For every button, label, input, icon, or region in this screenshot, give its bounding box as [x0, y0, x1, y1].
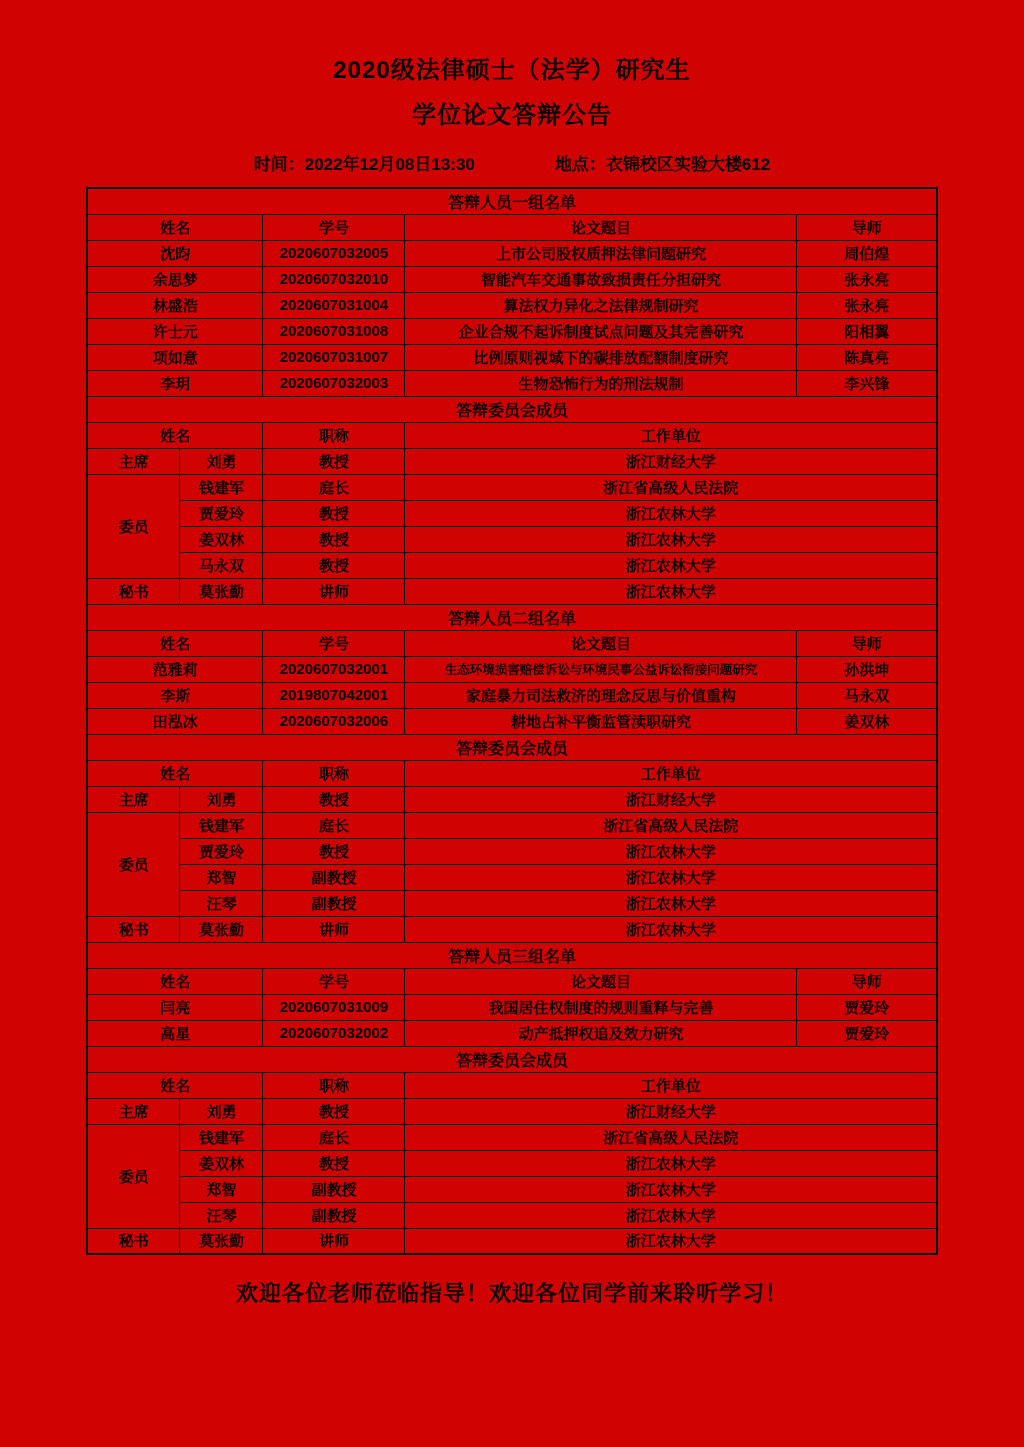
member-org-cell: 浙江农林大学	[405, 552, 937, 578]
student-row	[87, 682, 937, 708]
member-title-cell: 庭长	[263, 812, 405, 838]
student-id-cell: 2020607032010	[263, 266, 405, 292]
student-id-cell: 2020607032003	[263, 370, 405, 396]
student-id-cell: 2020607032005	[263, 240, 405, 266]
advisor-name-cell: 陈真亮	[797, 344, 937, 370]
member-org-cell: 浙江农林大学	[405, 1150, 937, 1176]
column-header-advisor: 导师	[797, 214, 937, 240]
member-title-cell: 教授	[263, 786, 405, 812]
student-id-cell: 2020607032001	[263, 656, 405, 682]
role-cell: 秘书	[87, 1228, 180, 1254]
committee-header-row	[87, 422, 937, 448]
member-org-cell: 浙江财经大学	[405, 1098, 937, 1124]
member-name-cell: 贾爱玲	[180, 838, 263, 864]
student-id-cell: 2020607031009	[263, 994, 405, 1020]
thesis-title-cell: 比例原则视域下的碳排放配额制度研究	[405, 344, 797, 370]
member-org-cell: 浙江农林大学	[405, 526, 937, 552]
defense-schedule-table	[86, 187, 938, 1255]
student-row	[87, 370, 937, 396]
student-id-cell: 2020607032002	[263, 1020, 405, 1046]
column-header-student-id: 学号	[263, 214, 405, 240]
thesis-title-cell: 我国居住权制度的规则重释与完善	[405, 994, 797, 1020]
committee-chair-row	[87, 1098, 937, 1124]
member-name-cell: 姜双林	[180, 1150, 263, 1176]
student-id-cell: 2020607031008	[263, 318, 405, 344]
member-org-cell: 浙江财经大学	[405, 448, 937, 474]
student-name-cell: 许士元	[87, 318, 263, 344]
committee-header-row	[87, 760, 937, 786]
time-info	[254, 150, 475, 175]
member-name-cell: 汪琴	[180, 890, 263, 916]
column-header-thesis: 论文题目	[405, 630, 797, 656]
column-header-title: 职称	[263, 1072, 405, 1098]
student-row	[87, 708, 937, 734]
student-row	[87, 292, 937, 318]
member-title-cell: 副教授	[263, 864, 405, 890]
student-row	[87, 994, 937, 1020]
roster-header-row	[87, 968, 937, 994]
thesis-title-cell: 动产抵押权追及效力研究	[405, 1020, 797, 1046]
committee-member-row	[87, 812, 937, 838]
member-title-cell: 庭长	[263, 474, 405, 500]
student-id-cell: 2020607031004	[263, 292, 405, 318]
info-line	[0, 150, 1024, 175]
roster-title-cell: 答辩人员三组名单	[87, 942, 937, 968]
member-org-cell: 浙江省高级人民法院	[405, 474, 937, 500]
committee-title-cell: 答辩委员会成员	[87, 734, 937, 760]
committee-secretary-row	[87, 916, 937, 942]
member-org-cell: 浙江农林大学	[405, 838, 937, 864]
advisor-name-cell: 张永亮	[797, 266, 937, 292]
student-id-cell: 2020607031007	[263, 344, 405, 370]
column-header-student-id: 学号	[263, 630, 405, 656]
member-org-cell: 浙江农林大学	[405, 916, 937, 942]
student-name-cell: 李斯	[87, 682, 263, 708]
time-label: 时间：	[253, 155, 305, 174]
member-title-cell: 讲师	[263, 916, 405, 942]
committee-secretary-row	[87, 578, 937, 604]
location-value: 衣锦校区实验大楼612	[605, 155, 771, 174]
column-header-thesis: 论文题目	[405, 214, 797, 240]
role-cell: 主席	[87, 786, 180, 812]
member-title-cell: 教授	[263, 1098, 405, 1124]
student-row	[87, 656, 937, 682]
member-name-cell: 贾爱玲	[180, 500, 263, 526]
advisor-name-cell: 周伯煌	[797, 240, 937, 266]
student-name-cell: 项如意	[87, 344, 263, 370]
column-header-advisor: 导师	[797, 968, 937, 994]
member-org-cell: 浙江农林大学	[405, 1202, 937, 1228]
member-name-cell: 马永双	[180, 552, 263, 578]
role-cell: 委员	[87, 474, 180, 578]
member-title-cell: 教授	[263, 838, 405, 864]
thesis-title-cell: 耕地占补平衡监管渎职研究	[405, 708, 797, 734]
column-header-organization: 工作单位	[405, 1072, 937, 1098]
member-title-cell: 讲师	[263, 1228, 405, 1254]
thesis-title-cell: 智能汽车交通事故致损责任分担研究	[405, 266, 797, 292]
advisor-name-cell: 贾爱玲	[797, 1020, 937, 1046]
advisor-name-cell: 张永亮	[797, 292, 937, 318]
committee-member-row	[87, 838, 937, 864]
roster-header-row	[87, 214, 937, 240]
column-header-name: 姓名	[87, 1072, 263, 1098]
column-header-name: 姓名	[87, 630, 263, 656]
footer-welcome: 欢迎各位老师莅临指导！欢迎各位同学前来聆听学习！	[235, 1281, 788, 1306]
advisor-name-cell: 马永双	[797, 682, 937, 708]
thesis-title-cell: 生态环境损害赔偿诉讼与环境民事公益诉讼衔接问题研究	[405, 656, 797, 682]
advisor-name-cell: 姜双林	[797, 708, 937, 734]
member-name-cell: 郑智	[180, 1176, 263, 1202]
member-title-cell: 副教授	[263, 1176, 405, 1202]
committee-member-row	[87, 526, 937, 552]
role-cell: 主席	[87, 1098, 180, 1124]
roster-header-row	[87, 630, 937, 656]
roster-title-cell: 答辩人员二组名单	[87, 604, 937, 630]
student-row	[87, 344, 937, 370]
role-cell: 主席	[87, 448, 180, 474]
member-org-cell: 浙江农林大学	[405, 864, 937, 890]
student-row	[87, 1020, 937, 1046]
member-title-cell: 庭长	[263, 1124, 405, 1150]
role-cell: 秘书	[87, 578, 180, 604]
member-title-cell: 教授	[263, 1150, 405, 1176]
member-name-cell: 刘勇	[180, 1098, 263, 1124]
committee-title-cell: 答辩委员会成员	[87, 396, 937, 422]
column-header-name: 姓名	[87, 214, 263, 240]
student-name-cell: 田泓冰	[87, 708, 263, 734]
role-cell: 秘书	[87, 916, 180, 942]
student-row	[87, 240, 937, 266]
committee-member-row	[87, 864, 937, 890]
committee-section-row	[87, 1046, 937, 1072]
member-name-cell: 郑智	[180, 864, 263, 890]
member-name-cell: 汪琴	[180, 1202, 263, 1228]
column-header-thesis: 论文题目	[405, 968, 797, 994]
advisor-name-cell: 孙洪坤	[797, 656, 937, 682]
committee-header-row	[87, 1072, 937, 1098]
student-id-cell: 2020607032006	[263, 708, 405, 734]
member-org-cell: 浙江农林大学	[405, 890, 937, 916]
roster-section-row	[87, 604, 937, 630]
advisor-name-cell: 李兴锋	[797, 370, 937, 396]
member-title-cell: 副教授	[263, 1202, 405, 1228]
thesis-title-cell: 上市公司股权质押法律问题研究	[405, 240, 797, 266]
column-header-title: 职称	[263, 422, 405, 448]
member-name-cell: 姜双林	[180, 526, 263, 552]
column-header-organization: 工作单位	[405, 760, 937, 786]
column-header-name: 姓名	[87, 968, 263, 994]
column-header-advisor: 导师	[797, 630, 937, 656]
student-name-cell: 沈昀	[87, 240, 263, 266]
student-id-cell: 2019807042001	[263, 682, 405, 708]
member-title-cell: 教授	[263, 448, 405, 474]
member-org-cell: 浙江农林大学	[405, 578, 937, 604]
member-name-cell: 钱建军	[180, 812, 263, 838]
committee-member-row	[87, 552, 937, 578]
committee-section-row	[87, 734, 937, 760]
thesis-title-cell: 企业合规不起诉制度试点问题及其完善研究	[405, 318, 797, 344]
committee-section-row	[87, 396, 937, 422]
committee-member-row	[87, 474, 937, 500]
column-header-student-id: 学号	[263, 968, 405, 994]
committee-secretary-row	[87, 1228, 937, 1254]
student-name-cell: 余思梦	[87, 266, 263, 292]
roster-section-row	[87, 942, 937, 968]
member-title-cell: 教授	[263, 552, 405, 578]
committee-title-cell: 答辩委员会成员	[87, 1046, 937, 1072]
advisor-name-cell: 贾爱玲	[797, 994, 937, 1020]
role-cell: 委员	[87, 812, 180, 916]
student-name-cell: 林盛浩	[87, 292, 263, 318]
member-org-cell: 浙江省高级人民法院	[405, 1124, 937, 1150]
member-title-cell: 副教授	[263, 890, 405, 916]
member-name-cell: 钱建军	[180, 1124, 263, 1150]
student-name-cell: 高星	[87, 1020, 263, 1046]
member-org-cell: 浙江农林大学	[405, 1228, 937, 1254]
member-org-cell: 浙江省高级人民法院	[405, 812, 937, 838]
member-org-cell: 浙江财经大学	[405, 786, 937, 812]
thesis-title-cell: 家庭暴力司法救济的理念反思与价值重构	[405, 682, 797, 708]
student-name-cell: 范雅莉	[87, 656, 263, 682]
student-name-cell: 李玥	[87, 370, 263, 396]
member-name-cell: 刘勇	[180, 448, 263, 474]
committee-chair-row	[87, 786, 937, 812]
committee-member-row	[87, 1202, 937, 1228]
member-title-cell: 教授	[263, 500, 405, 526]
member-name-cell: 莫张勤	[180, 916, 263, 942]
member-name-cell: 钱建军	[180, 474, 263, 500]
student-name-cell: 闫亮	[87, 994, 263, 1020]
column-header-name: 姓名	[87, 760, 263, 786]
committee-member-row	[87, 1176, 937, 1202]
column-header-organization: 工作单位	[405, 422, 937, 448]
column-header-title: 职称	[263, 760, 405, 786]
committee-chair-row	[87, 448, 937, 474]
advisor-name-cell: 阳相翼	[797, 318, 937, 344]
page-title-line1: 2020级法律硕士（法学）研究生	[333, 57, 691, 84]
committee-member-row	[87, 1124, 937, 1150]
committee-member-row	[87, 1150, 937, 1176]
time-value: 2022年12月08日13:30	[304, 155, 475, 174]
column-header-name: 姓名	[87, 422, 263, 448]
member-name-cell: 莫张勤	[180, 578, 263, 604]
member-title-cell: 讲师	[263, 578, 405, 604]
member-name-cell: 刘勇	[180, 786, 263, 812]
student-row	[87, 318, 937, 344]
roster-title-cell: 答辩人员一组名单	[87, 188, 937, 214]
student-row	[87, 266, 937, 292]
thesis-title-cell: 生物恐怖行为的刑法规制	[405, 370, 797, 396]
member-org-cell: 浙江农林大学	[405, 500, 937, 526]
location-info	[555, 150, 770, 175]
role-cell: 委员	[87, 1124, 180, 1228]
committee-member-row	[87, 500, 937, 526]
roster-section-row	[87, 188, 937, 214]
member-title-cell: 教授	[263, 526, 405, 552]
page-title-line2: 学位论文答辩公告	[412, 102, 612, 129]
location-label: 地点：	[554, 155, 606, 174]
thesis-title-cell: 算法权力异化之法律规制研究	[405, 292, 797, 318]
member-org-cell: 浙江农林大学	[405, 1176, 937, 1202]
committee-member-row	[87, 890, 937, 916]
member-name-cell: 莫张勤	[180, 1228, 263, 1254]
